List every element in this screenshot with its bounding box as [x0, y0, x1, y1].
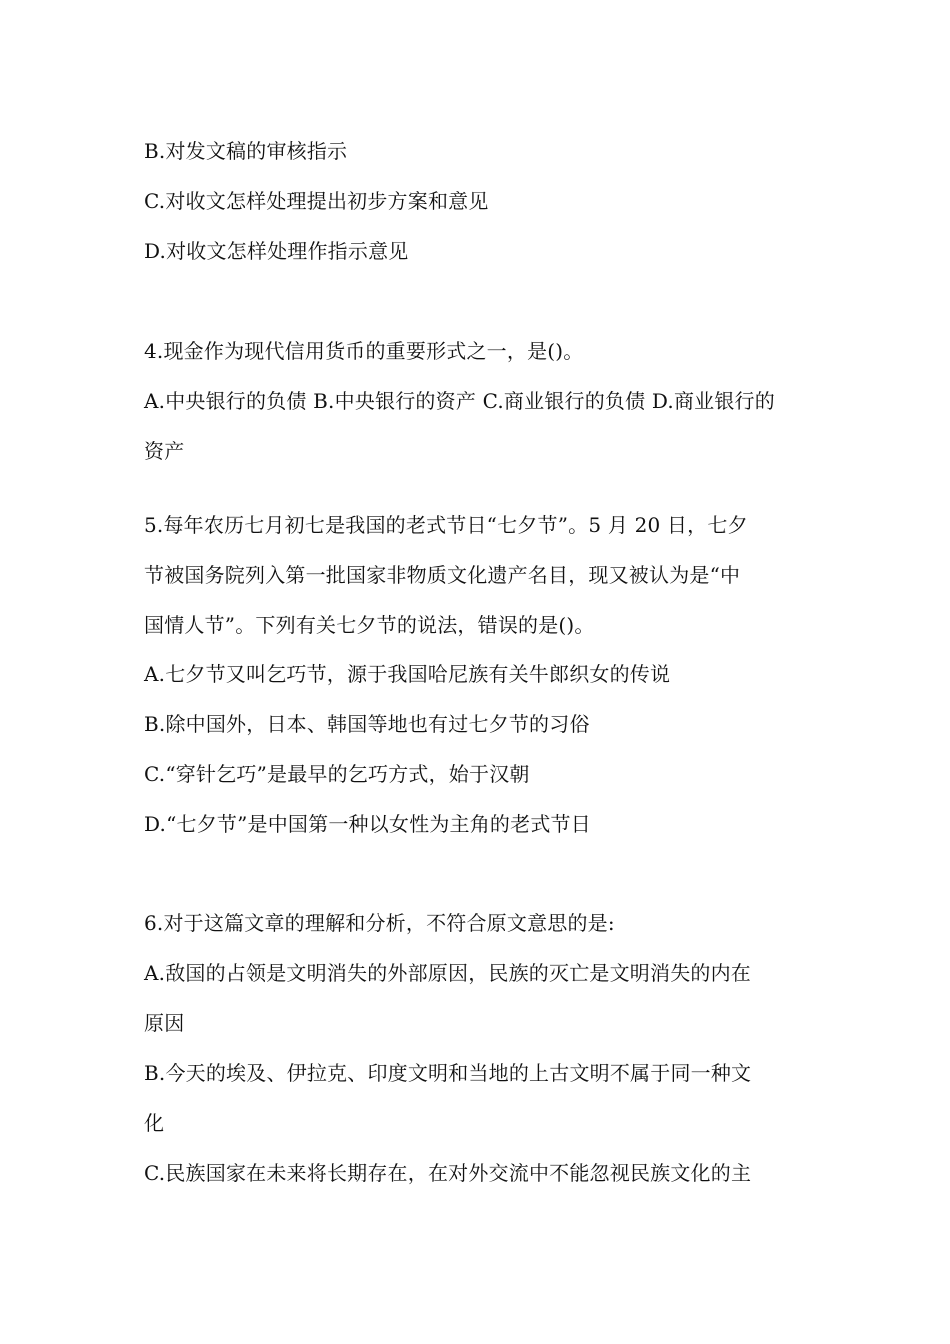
q3-option-d: D.对收文怎样处理作指示意见 [144, 239, 409, 263]
q6-option-a-line1: A.敌国的占领是文明消失的外部原因，民族的灭亡是文明消失的内在 [144, 961, 752, 985]
q5-option-c: C.“穿针乞巧”是最早的乞巧方式，始于汉朝 [144, 762, 530, 786]
q3-option-b: B.对发文稿的审核指示 [144, 139, 348, 163]
q4-options-line2: 资产 [144, 439, 185, 463]
q6-option-c-line1: C.民族国家在未来将长期存在，在对外交流中不能忽视民族文化的主 [144, 1161, 752, 1185]
q6-option-b-line2: 化 [144, 1111, 165, 1135]
q6-stem: 6.对于这篇文章的理解和分析，不符合原文意思的是: [144, 911, 615, 935]
q5-stem-line3: 国情人节”。下列有关七夕节的说法，错误的是()。 [144, 613, 595, 637]
q5-option-b: B.除中国外，日本、韩国等地也有过七夕节的习俗 [144, 712, 590, 736]
q6-option-b-line1: B.今天的埃及、伊拉克、印度文明和当地的上古文明不属于同一种文 [144, 1061, 752, 1085]
q5-option-d: D.“七夕节”是中国第一种以女性为主角的老式节日 [144, 812, 591, 836]
q4-stem: 4.现金作为现代信用货币的重要形式之一，是()。 [144, 339, 584, 363]
q5-stem-line1: 5.每年农历七月初七是我国的老式节日“七夕节”。5 月 20 日，七夕 [144, 513, 748, 537]
q6-option-a-line2: 原因 [144, 1011, 185, 1035]
q3-option-c: C.对收文怎样处理提出初步方案和意见 [144, 189, 489, 213]
q5-stem-line2: 节被国务院列入第一批国家非物质文化遗产名目，现又被认为是“中 [144, 563, 741, 587]
q5-option-a: A.七夕节又叫乞巧节，源于我国哈尼族有关牛郎织女的传说 [144, 662, 671, 686]
q4-options-line1: A.中央银行的负债 B.中央银行的资产 C.商业银行的负债 D.商业银行的 [144, 389, 775, 413]
